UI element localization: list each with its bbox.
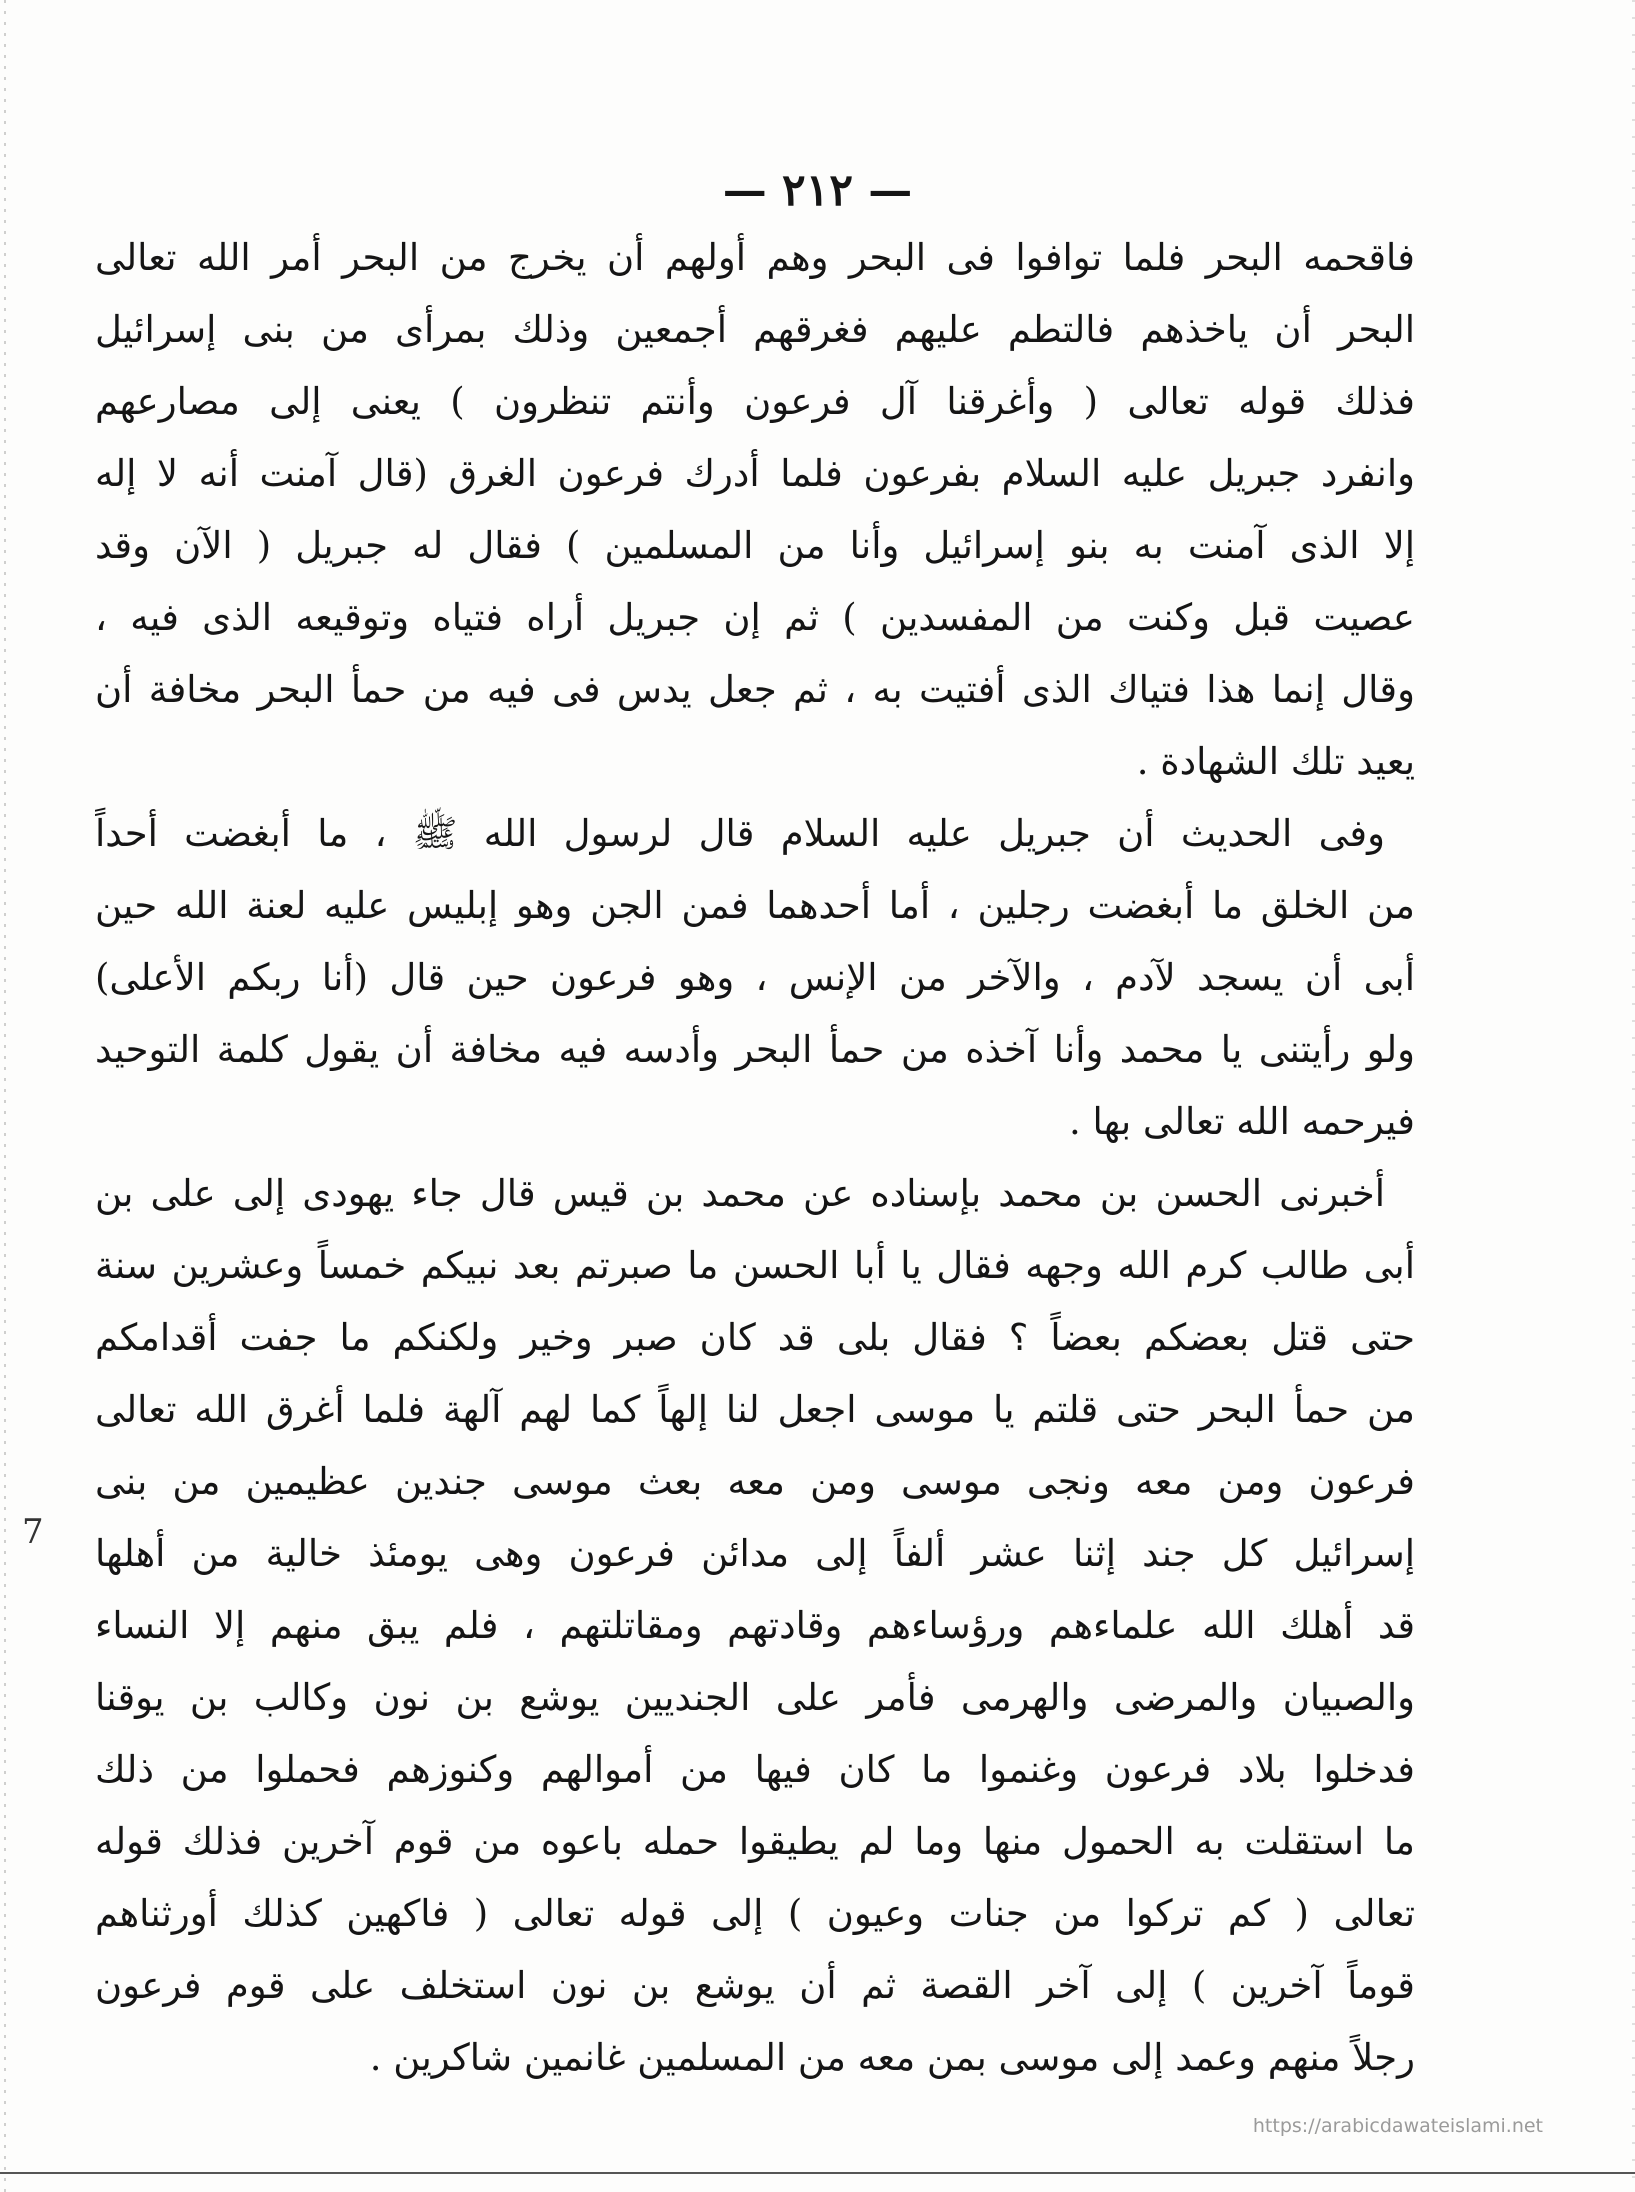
text-line: أخبرنى الحسن بن محمد بإسناده عن محمد بن قيس قال جاء يهودى إلى على بن	[95, 1172, 1385, 1215]
text-line: حتى قتل بعضكم بعضاً ؟ فقال بلى قد كان صبر وخير ولكنكم ما جفت أقدامكم	[95, 1316, 1415, 1359]
text-line: والصبيان والمرضى والهرمى فأمر على الجنديين يوشع بن نون وكالب بن يوقنا	[95, 1676, 1415, 1719]
margin-mark: 7	[22, 1512, 44, 1552]
scan-edge-left	[4, 0, 6, 2192]
text-line: تعالى ( كم تركوا من جنات وعيون ) إلى قوله تعالى ( فاكهين كذلك أورثناهم	[95, 1892, 1415, 1935]
text-line: عصيت قبل وكنت من المفسدين ) ثم إن جبريل أراه فتياه وتوقيعه الذى فيه ،	[95, 596, 1415, 639]
text-line: من الخلق ما أبغضت رجلين ، أما أحدهما فمن الجن وهو إبليس عليه لعنة الله حين	[95, 884, 1415, 927]
text-line: ولو رأيتنى يا محمد وأنا آخذه من حمأ البحر وأدسه فيه مخافة أن يقول كلمة التوحيد	[95, 1028, 1415, 1071]
text-line: فيرحمه الله تعالى بها .	[1069, 1100, 1415, 1143]
text-line: فذلك قوله تعالى ( وأغرقنا آل فرعون وأنتم تنظرون ) يعنى إلى مصارعهم	[95, 380, 1415, 423]
text-line: قوماً آخرين ) إلى آخر القصة ثم أن يوشع بن نون استخلف على قوم فرعون	[95, 1964, 1415, 2007]
page-number: — ٢١٢ —	[722, 165, 913, 216]
text-line: أبى طالب كرم الله وجهه فقال يا أبا الحسن ما صبرتم بعد نبيكم خمساً وعشرين سنة	[95, 1244, 1415, 1287]
text-line: إسرائيل كل جند إثنا عشر ألفاً إلى مدائن فرعون وهى يومئذ خالية من أهلها	[95, 1532, 1415, 1575]
text-line: وانفرد جبريل عليه السلام بفرعون فلما أدرك فرعون الغرق (قال آمنت أنه لا إله	[95, 452, 1415, 495]
text-line: أبى أن يسجد لآدم ، والآخر من الإنس ، وهو فرعون حين قال (أنا ربكم الأعلى)	[95, 956, 1415, 999]
text-line: يعيد تلك الشهادة .	[1136, 740, 1415, 783]
body-text	[95, 222, 1415, 2094]
text-line: قد أهلك الله علماءهم ورؤساءهم وقادتهم ومقاتلتهم ، فلم يبق منهم إلا النساء	[95, 1604, 1415, 1647]
text-line: البحر أن ياخذهم فالتطم عليهم فغرقهم أجمعين وذلك بمرأى من بنى إسرائيل	[95, 308, 1415, 351]
text-line: ما استقلت به الحمول منها وما لم يطيقوا حمله باعوه من قوم آخرين فذلك قوله	[95, 1820, 1415, 1863]
text-line: وفى الحديث أن جبريل عليه السلام قال لرسول الله ﷺ ، ما أبغضت أحداً	[95, 812, 1385, 855]
text-line: من حمأ البحر حتى قلتم يا موسى اجعل لنا إلهاً كما لهم آلهة فلما أغرق الله تعالى	[95, 1388, 1415, 1431]
text-line: إلا الذى آمنت به بنو إسرائيل وأنا من المسلمين ) فقال له جبريل ( الآن وقد	[95, 524, 1415, 567]
text-line: فدخلوا بلاد فرعون وغنموا ما كان فيها من أموالهم وكنوزهم فحملوا من ذلك	[95, 1748, 1415, 1791]
watermark-url: https://arabicdawateislami.net	[1252, 2115, 1543, 2137]
bottom-rule	[0, 2172, 1635, 2174]
text-line: فرعون ومن معه ونجى موسى ومن معه بعث موسى جندين عظيمين من بنى	[95, 1460, 1415, 1503]
text-line: فاقحمه البحر فلما توافوا فى البحر وهم أولهم أن يخرج من البحر أمر الله تعالى	[95, 236, 1415, 279]
text-line: وقال إنما هذا فتياك الذى أفتيت به ، ثم جعل يدس فى فيه من حمأ البحر مخافة أن	[95, 668, 1415, 711]
text-line: رجلاً منهم وعمد إلى موسى بمن معه من المسلمين غانمين شاكرين .	[369, 2036, 1415, 2079]
